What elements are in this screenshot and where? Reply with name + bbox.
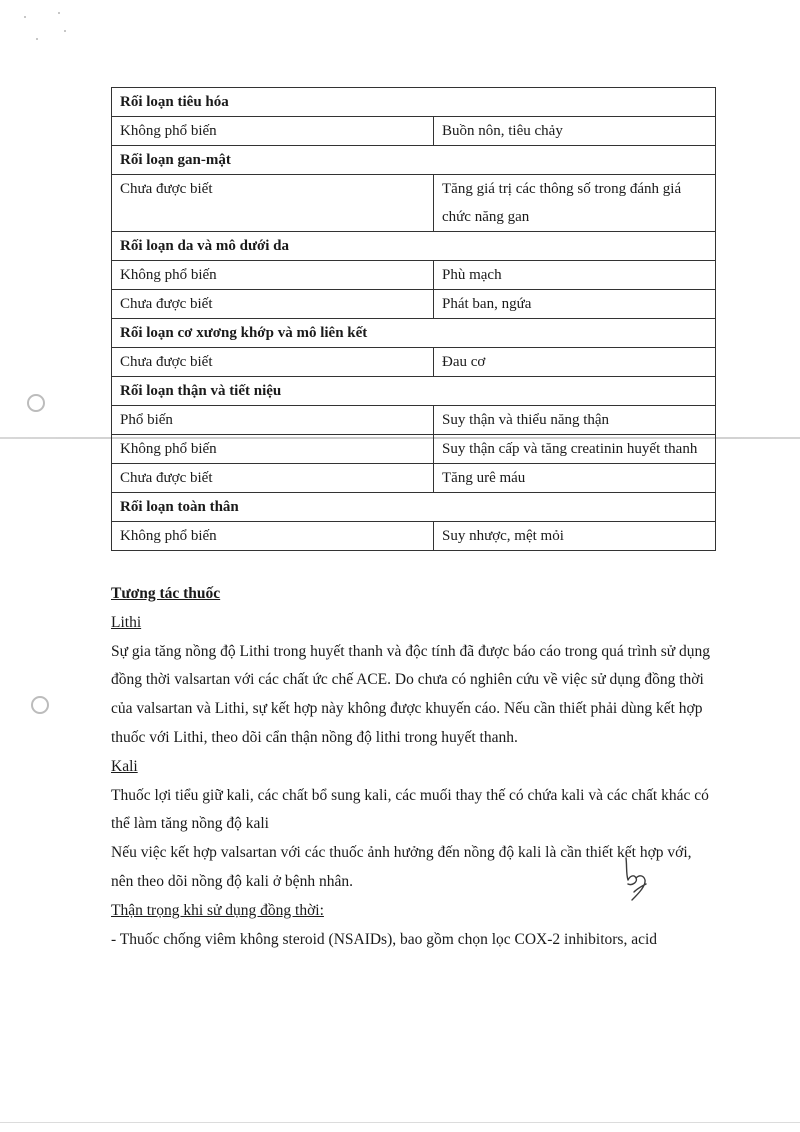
section-label: Rối loạn toàn thân	[112, 493, 716, 522]
table-row	[112, 175, 716, 232]
handwritten-initials	[614, 856, 654, 902]
table-section-row	[112, 88, 716, 117]
table-row	[112, 435, 716, 464]
frequency-cell: Không phổ biến	[112, 261, 434, 290]
section-label: Rối loạn gan-mật	[112, 146, 716, 175]
kali-paragraph-2: Nếu việc kết hợp valsartan với các thuốc ảnh hưởng đến nồng độ kali là cần thiết kết hợp với, nên theo dõi nồng độ kali ở bệnh nhân.	[111, 844, 692, 890]
kali-heading: Kali	[111, 757, 138, 775]
table-section-row	[112, 146, 716, 175]
scan-speck	[58, 12, 60, 14]
section-label: Rối loạn thận và tiết niệu	[112, 377, 716, 406]
effect-cell: Buồn nôn, tiêu chảy	[434, 117, 716, 146]
effect-cell: Suy thận cấp và tăng creatinin huyết thanh	[434, 435, 716, 464]
lithi-heading: Lithi	[111, 613, 142, 631]
table-section-row	[112, 377, 716, 406]
scan-bottom-line	[0, 1122, 800, 1123]
table-row	[112, 464, 716, 493]
effect-cell: Đau cơ	[434, 348, 716, 377]
table-row	[112, 290, 716, 319]
frequency-cell: Chưa được biết	[112, 290, 434, 319]
punch-hole-mark	[31, 696, 49, 714]
table-row	[112, 522, 716, 551]
frequency-cell: Không phổ biến	[112, 117, 434, 146]
effect-cell: Phát ban, ngứa	[434, 290, 716, 319]
table-section-row	[112, 232, 716, 261]
section-label: Rối loạn da và mô dưới da	[112, 232, 716, 261]
nsaids-paragraph: - Thuốc chống viêm không steroid (NSAIDs), bao gồm chọn lọc COX-2 inhibitors, acid	[111, 930, 658, 948]
kali-paragraph-1: Thuốc lợi tiểu giữ kali, các chất bổ sung kali, các muối thay thế có chứa kali và các chất khác có thể làm tăng nồng độ kali	[111, 786, 709, 833]
caution-heading: Thận trọng khi sử dụng đồng thời:	[111, 901, 324, 919]
interactions-heading: Tương tác thuốc	[111, 585, 221, 602]
adverse-effects-table	[111, 87, 716, 551]
table-row	[112, 406, 716, 435]
section-label: Rối loạn cơ xương khớp và mô liên kết	[112, 319, 716, 348]
frequency-cell: Chưa được biết	[112, 348, 434, 377]
frequency-cell: Chưa được biết	[112, 175, 434, 232]
section-label: Rối loạn tiêu hóa	[112, 88, 716, 117]
table-row	[112, 117, 716, 146]
frequency-cell: Không phổ biến	[112, 435, 434, 464]
table-row	[112, 261, 716, 290]
effect-cell: Suy thận và thiểu năng thận	[434, 406, 716, 435]
frequency-cell: Chưa được biết	[112, 464, 434, 493]
lithi-paragraph: Sự gia tăng nồng độ Lithi trong huyết thanh và độc tính đã được báo cáo trong quá trình sử dụng đồng thời valsartan với các chất ức chế ACE. Do chưa có nghiên cứu về việc sử dụng đồng thời của valsartan và Lithi, sự kết hợp này không được khuyến cáo. Nếu cần thiết phải dùng kết hợp thuốc với Lithi, theo dõi cẩn thận nồng độ lithi trong huyết thanh.	[111, 642, 711, 746]
frequency-cell: Không phổ biến	[112, 522, 434, 551]
table-section-row	[112, 319, 716, 348]
punch-hole-mark	[27, 394, 45, 412]
scan-speck	[36, 38, 38, 40]
table-row	[112, 348, 716, 377]
frequency-cell: Phổ biến	[112, 406, 434, 435]
table-section-row	[112, 493, 716, 522]
effect-cell: Suy nhược, mệt mỏi	[434, 522, 716, 551]
scan-speck	[24, 16, 26, 18]
scan-speck	[64, 30, 66, 32]
effect-cell: Tăng giá trị các thông số trong đánh giá chức năng gan	[434, 175, 716, 232]
effect-cell: Tăng urê máu	[434, 464, 716, 493]
effect-cell: Phù mạch	[434, 261, 716, 290]
